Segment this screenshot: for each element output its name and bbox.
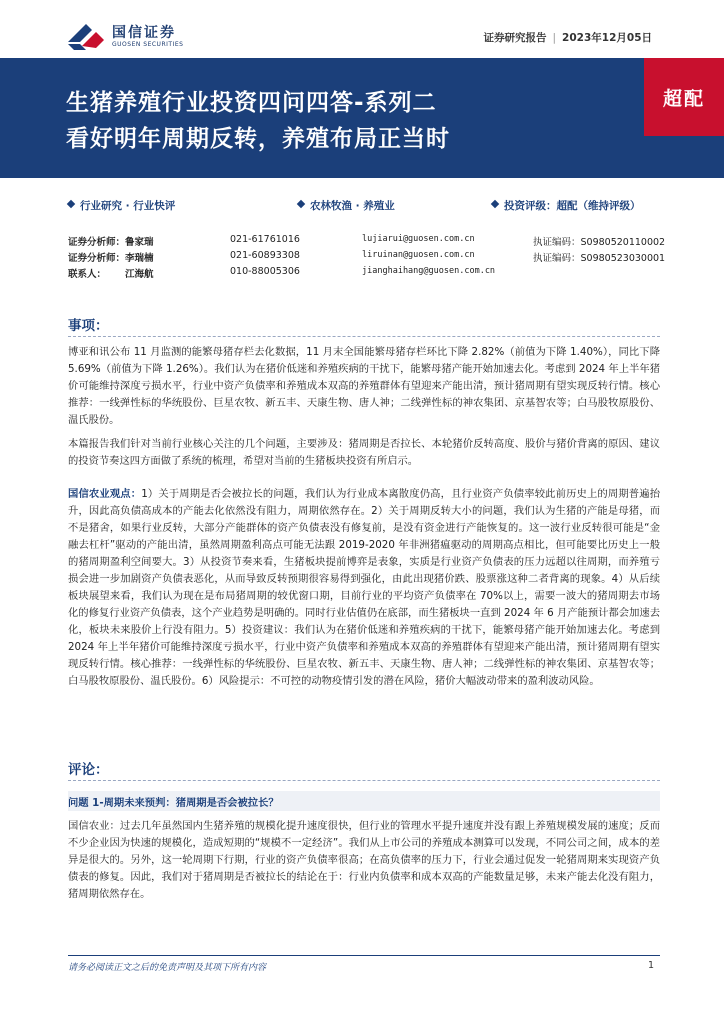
analyst-name: 鲁家瑞 (125, 237, 154, 248)
footer-divider (68, 955, 660, 956)
section-heading-event: 事项： (68, 318, 109, 334)
analyst-phone: 021-60893308 (230, 250, 300, 261)
view-body: 1）关于周期是否会被拉长的问题，我们认为行业成本离散度仍高，且行业资产负债率较此前历史上的周期普遍抬升，因此高负债高成本的产能去化依然没有阻力，周期依然存在。2）关于周期反转大小的问题，我们认为生猪的产能是母猪，而不是猪舍，如果行业反转，大部分产能群体的资产负债表没有修复前，是没有资金进行产能恢复的。这一波行业反转很可能是“金融去杠杆”驱动的产能出清，虽然周期盈利高点可能无法跟 2019-2020 年非洲猪瘟驱动的周期高点相比，但可能要比历史上一般的猪周期盈利空间要大。3）从投资节奏来看，生猪板块提前博弈是表象，实质是行业资产负债表的压力远超以往周期，而养殖亏损会进一步加剧资产负债表恶化，从而导致反转预期很容易得到强化，由此出现猪价跌、股票涨这种二者背离的现象。4）从后续板块展望来看，我们认为现在是布局猪周期的较优窗口期，目前行业的平均资产负债率在 70%以上，需要一波大的猪周期去市场化的修复行业资产负债表，这个产业趋势是明确的。同时行业估值仍在底部，而生猪板块一直到 2024 年 6 月产能预计都会加速去化，板块未来股价上行没有阻力。5）投资建议：我们认为在猪价低迷和养殖疾病的干扰下，能繁母猪产能开始加速去化。考虑到 2024 年上半年猪价可能维持深度亏损水平，行业中资产负债率和养殖成本双高的养殖群体有望迎来产能出清，预计猪周期有望实现反转行情。核心推荐：一线弹性标的华统股份、巨星农牧、新五丰、天康生物、唐人神；二线弹性标的神农集团、京基智农等；白马股牧原股份、温氏股份。6）风险提示：不可控的动物疫情引发的潜在风险，猪价大幅波动带来的盈利波动风险。 (68, 488, 660, 687)
company-logo (66, 20, 206, 54)
category-research (68, 198, 175, 213)
section-divider (68, 336, 660, 337)
analyst-row (68, 266, 668, 280)
report-title-line1: 生猪养殖行业投资四问四答-系列二 (66, 90, 437, 116)
meta-separator: | (552, 32, 557, 44)
section-divider (68, 780, 660, 781)
rating-block (644, 58, 724, 136)
event-paragraph-1: 博亚和讯公布 11 月监测的能繁母猪存栏去化数据，11 月末全国能繁母猪存栏环比下降 2.82%（前值为下降 1.40%），同比下降 5.69%（前值为下降 1.26%）。我们认为在猪价低迷和养殖疾病的干扰下，能繁母猪产能开始加速去化。考虑到 2024 年上半年猪价可能维持深度亏损水平，行业中资产负债率和养殖成本双高的养殖群体有望迎来产能出清，预计猪周期有望实现反转行情。核心推荐：一线弹性标的华统股份、巨星农牧、新五丰、天康生物、唐人神；二线弹性标的神农集团、京基智农等；白马股牧原股份、温氏股份。 (68, 346, 660, 426)
question-bar (68, 791, 660, 811)
question-1-title: 问题 1-周期未来预判：猪周期是否会被拉长？ (68, 797, 279, 809)
footer-disclaimer: 请务必阅读正文之后的免责声明及其项下所有内容 (68, 963, 267, 973)
analyst-role: 证券分析师： (68, 253, 126, 264)
analyst-email[interactable]: liruinan@guosen.com.cn (362, 250, 475, 260)
category-research-label: 行业研究 · 行业快评 (80, 200, 176, 212)
section-heading-comment: 评论： (68, 762, 109, 778)
analyst-role: 证券分析师： (68, 237, 126, 248)
category-sector (298, 198, 395, 213)
report-meta (484, 30, 653, 45)
view-lead: 国信农业观点： (68, 488, 142, 500)
analyst-name: 李瑞楠 (125, 253, 154, 264)
logo-text-en: GUOSEN SECURITIES (112, 41, 184, 48)
analyst-email[interactable]: jianghaihang@guosen.com.cn (362, 266, 496, 276)
event-paragraph-2: 本篇报告我们针对当前行业核心关注的几个问题，主要涉及：猪周期是否拉长、本轮猪价反转高度、股价与猪价背离的原因、建议的投资节奏这四方面做了系统的梳理，希望对当前的生猪板块投资有所启示。 (68, 438, 660, 467)
report-title-line2: 看好明年周期反转，养殖布局正当时 (66, 126, 450, 152)
view-paragraph (68, 486, 660, 690)
category-rating (492, 198, 641, 213)
diamond-bullet-icon (491, 200, 499, 208)
analyst-email[interactable]: lujiarui@guosen.com.cn (362, 234, 475, 244)
category-sector-label: 农林牧渔 · 养殖业 (310, 200, 395, 212)
answer-1-paragraph: 国信农业：过去几年虽然国内生猪养殖的规模化提升速度很快，但行业的管理水平提升速度并没有跟上养殖规模发展的速度；反而不少企业因为快速的规模化，造成短期的“规模不一定经济”。我们从上市公司的养殖成本测算可以发现，不同公司之间，成本的差异是很大的。另外，这一轮周期下行期，行业的资产负债率很高；在高负债率的压力下，行业会通过促发一轮猪周期来实现资产负债表的修复。因此，我们对于猪周期是否被拉长的结论在于：行业内负债率和成本双高的产能数量足够，未来产能去化没有阻力，猪周期依然存在。 (68, 820, 660, 900)
analyst-license: 执证编码：S0980523030001 (533, 253, 666, 264)
analyst-row (68, 234, 668, 248)
report-type: 证券研究报告 (483, 32, 547, 44)
analyst-phone: 021-61761016 (230, 234, 300, 245)
logo-text-cn: 国信证券 (112, 25, 176, 41)
analyst-row (68, 250, 668, 264)
guosen-logo-icon (66, 20, 106, 52)
analyst-role: 联系人： (68, 269, 107, 280)
analyst-name: 江海航 (125, 269, 154, 280)
category-row (68, 198, 660, 214)
report-date: 2023年12月05日 (562, 32, 652, 44)
rating-tag: 超配 (662, 87, 705, 110)
analyst-phone: 010-88005306 (230, 266, 300, 277)
diamond-bullet-icon (297, 200, 305, 208)
category-rating-label: 投资评级：超配（维持评级） (504, 200, 641, 212)
page-number: 1 (647, 960, 654, 971)
diamond-bullet-icon (67, 200, 75, 208)
analyst-license: 执证编码：S0980520110002 (533, 237, 666, 248)
title-banner (0, 58, 724, 178)
